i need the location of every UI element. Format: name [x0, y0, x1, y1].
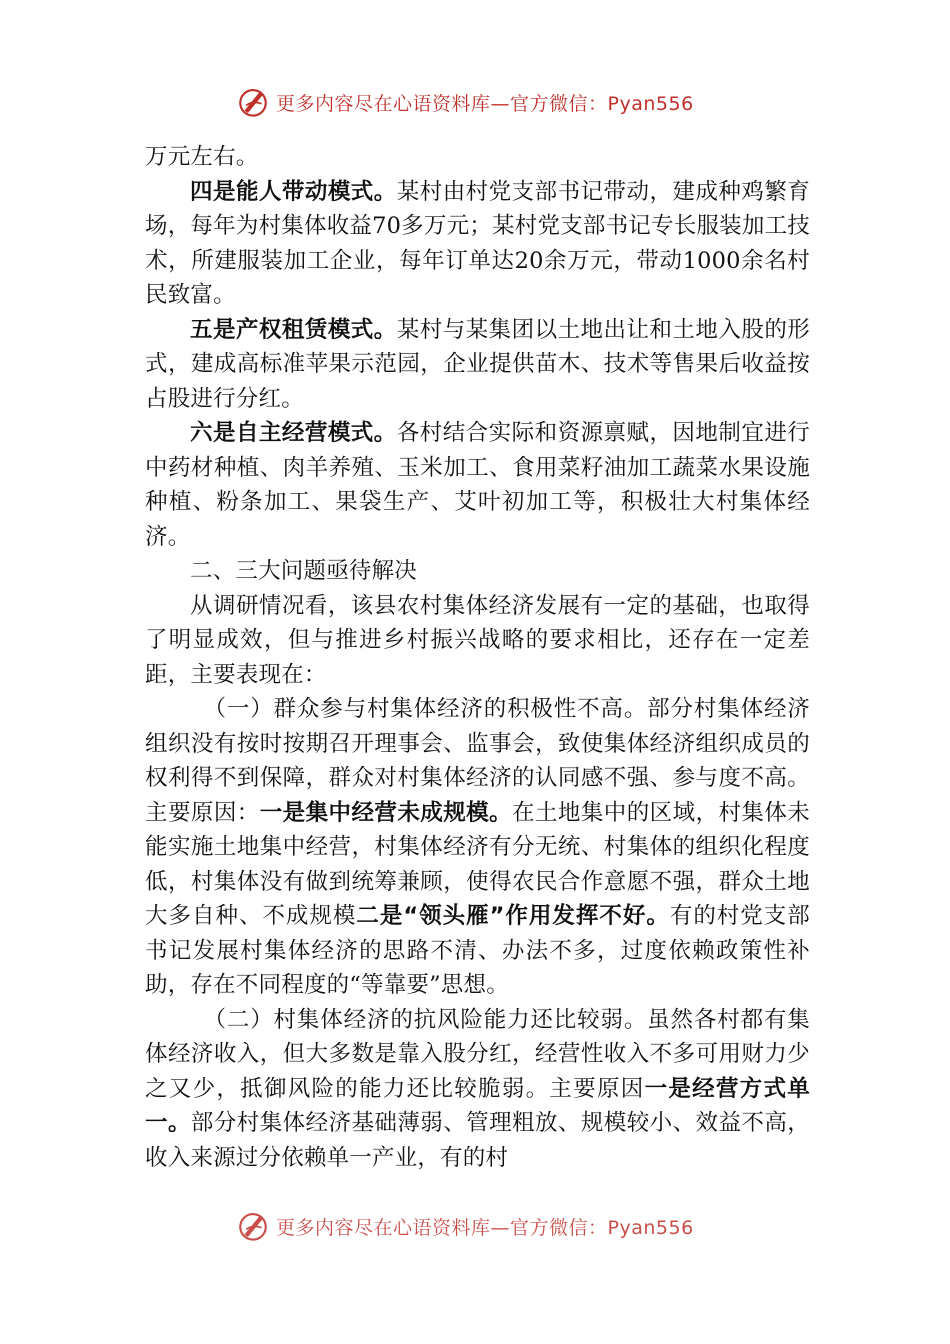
- watermark-banner-bottom: [236, 1206, 694, 1246]
- pen-logo-icon: [236, 1209, 270, 1243]
- section-heading: 二、三大问题亟待解决: [190, 558, 418, 584]
- paragraph-5-text-a: （一）群众参与村集体经济的积极性不高。部分村集体经济组织没有按时按期召开理事会、监事会，致使集体经济组织成员的权利得不到保障，群众对村集体经济的认同感不强、参与度不高。主要原因：: [145, 696, 810, 826]
- document-body: [145, 140, 810, 1175]
- paragraph-3: [145, 416, 810, 554]
- paragraph-6-text-a: （二）村集体经济的抗风险能力还比较弱。虽然各村都有集体经济收入，但大多数是靠入股分红，经营性收入不多可用财力少之又少，抵御风险的能力还比较脆弱。主要原因: [145, 1006, 810, 1102]
- paragraph-5-text-c: 有的村党支部书记发展村集体经济的思路不清、办法不多，过度依赖政策性补助，存在不同程度的“等靠要”思想。: [145, 903, 810, 998]
- paragraph-5-bold-1: 一是集中经营未成规模。: [259, 799, 513, 826]
- paragraph-5-bold-2: 二是“领头雁”作用发挥不好。: [356, 903, 670, 929]
- paragraph-6-text-b: 部分村集体经济基础薄弱、管理粗放、规模较小、效益不高，收入来源过分依赖单一产业，有的村: [145, 1110, 811, 1171]
- paragraph-2-bold: 五是产权租赁模式。: [190, 316, 397, 343]
- paragraph-1-bold: 四是能人带动模式。: [190, 178, 397, 205]
- paragraph-1-text: 某村由村党支部书记带动，建成种鸡繁育场，每年为村集体收益70多万元；某村党支部书记专长服装加工技术，所建服装加工企业，每年订单达20余万元，带动1000余名村民致富。: [145, 178, 810, 308]
- paragraph-0: 万元左右。: [145, 144, 259, 170]
- paragraph-3-bold: 六是自主经营模式。: [190, 420, 397, 446]
- pen-logo-icon: [236, 85, 270, 119]
- watermark-banner-top: [236, 82, 694, 122]
- paragraph-2-text: 某村与某集团以土地出让和土地入股的形式，建成高标准苹果示范园，企业提供苗木、技术等售果后收益按占股进行分红。: [145, 316, 810, 412]
- paragraph-1: [145, 175, 810, 313]
- paragraph-3-text: 各村结合实际和资源禀赋，因地制宜进行中药材种植、肉羊养殖、玉米加工、食用菜籽油加工蔬菜水果设施种植、粉条加工、果袋生产、艾叶初加工等，积极壮大村集体经济。: [145, 420, 810, 550]
- paragraph-4: 从调研情况看，该县农村集体经济发展有一定的基础，也取得了明显成效，但与推进乡村振兴战略的要求相比，还存在一定差距，主要表现在：: [145, 592, 810, 688]
- paragraph-5-text-b: 在土地集中的区域，村集体未能实施土地集中经营，村集体经济有分无统、村集体的组织化程度低，村集体没有做到统筹兼顾，使得农民合作意愿不强，群众土地大多自种、不成规模: [145, 799, 810, 929]
- paragraph-6: [145, 1003, 810, 1176]
- paragraph-5: [145, 692, 810, 1003]
- paragraph-2: [145, 313, 810, 417]
- watermark-text-top: 更多内容尽在心语资料库—官方微信：Pyan556: [276, 92, 694, 115]
- watermark-text-bottom: 更多内容尽在心语资料库—官方微信：Pyan556: [276, 1216, 694, 1239]
- paragraph-6-bold: 一是经营方式单一。: [145, 1075, 810, 1136]
